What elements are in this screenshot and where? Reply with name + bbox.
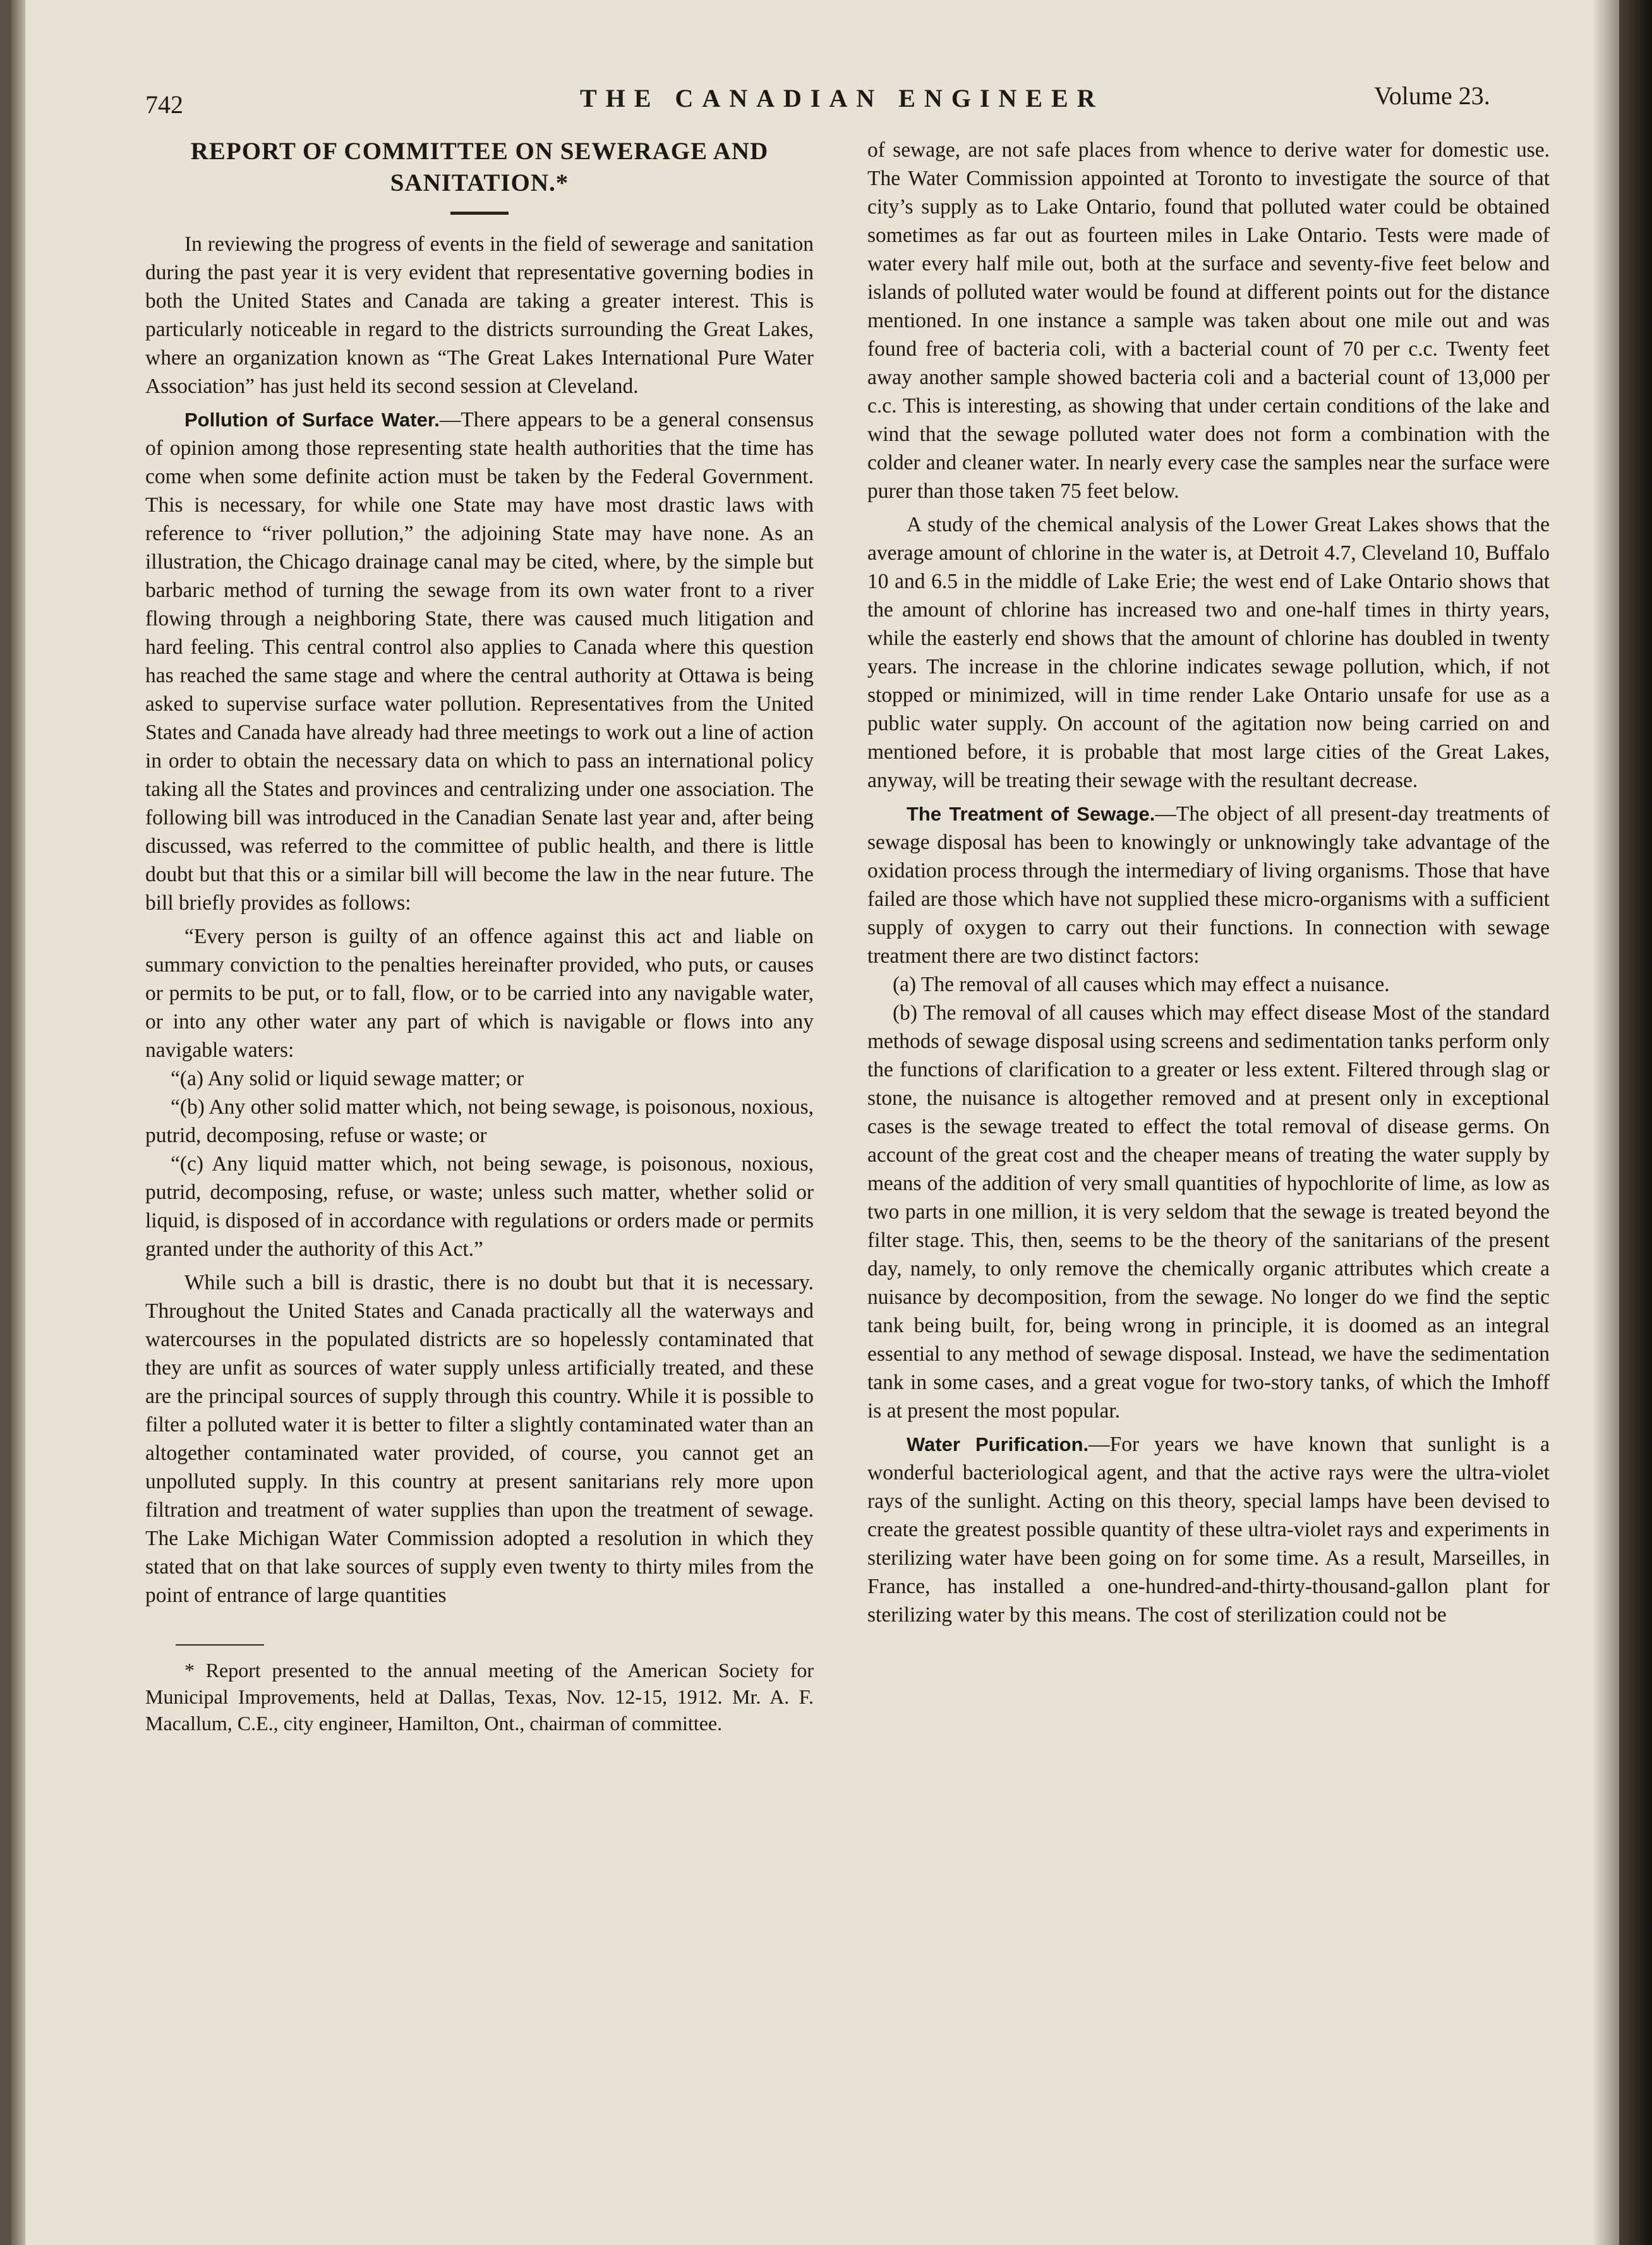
purification-paragraph <box>867 1430 1550 1629</box>
intro-paragraph: In reviewing the progress of events in the field of sewerage and sanitation during the past year it is very evident that representative governing bodies in both the United States and Canada are taking a greater interest. This is particularly noticeable in regard to the districts surrounding the Great Lakes, where an organization known as “The Great Lakes International Pure Water Association” has just held its second session at Cleveland. <box>145 232 814 398</box>
purification-text: —For years we have known that sunlight is a wonderful bacteriological agent, and that the active rays were the ultra-violet rays of the sunlight. Acting on this theory, special lamps have been devised to create the greatest possible quantity of these ultra-violet rays and experiments in sterilizing water have been going on for some time. As a result, Marseilles, in France, has installed a one-hundred-and-thirty-thousand-gallon plant for sterilizing water by this means. The cost of sterilization could not be <box>867 1433 1550 1627</box>
continued-paragraph: of sewage, are not safe places from whence to derive water for domestic use. The Water Commission appointed at Toronto to investigate the source of that city’s supply as to Lake Ontario, found that polluted water could be obtained sometimes as far out as fourteen miles in Lake Ontario. Tests were made of water every half mile out, both at the surface and seventy-five feet below and islands of polluted water would be found at different points out for the distance mentioned. In one instance a sample was taken about one mile out and was found free of bacteria coli, with a bacterial count of 70 per c.c. Twenty feet away another sample showed bacteria coli and a bacterial count of 13,000 per c.c. This is interesting, as showing that under certain conditions of the lake and wind that the sewage polluted water does not form a combination with the colder and cleaner water. In nearly every case the samples near the surface were purer than those taken 75 feet below. <box>867 138 1550 503</box>
article-title <box>145 136 814 199</box>
pollution-text: —There appears to be a general consensus of opinion among those representing state health authorities that the time has come when some definite action must be taken by the Federal Government. This is necessary, for while one State may have most drastic laws with reference to “river pollution,” the adjoining State may have none. As an illustration, the Chicago drainage canal may be cited, where, by the simple but barbaric method of turning the sewage from its own water front to a river flowing through a neighboring State, there was caused much litigation and hard feeling. This central control also applies to Canada where this question has reached the same stage and where the central authority at Ottawa is being asked to supervise surface water pollution. Representatives from the United States and Canada have already had three meetings to work out a line of action in order to obtain the necessary data on which to pass an international policy taking all the States and provinces and centralizing under one association. The following bill was introduced in the Canadian Senate last year and, after being discussed, was referred to the committee of public health, and there is little doubt but that this or a similar bill will become the law in the near future. The bill briefly provides as follows: <box>145 408 814 915</box>
title-divider <box>450 212 509 215</box>
pollution-paragraph <box>145 406 814 917</box>
treatment-text: —The object of all present-day treatments of sewage disposal has been to knowingly or unknowingly take advantage of the oxidation process through the intermediary of living organisms. Those that have failed are those which have not supplied these micro-organisms with a sufficient supply of oxygen to carry out their functions. In connection with sewage treatment there are two distinct factors: <box>867 802 1550 968</box>
bill-quote: “Every person is guilty of an offence against this act and liable on summary conviction to the penalties hereinafter provided, who puts, or causes or permits to be put, or to fall, flow, or to be carried into any navigable water, or into any other water any part of which is navigable or flows into any navigable waters: <box>145 925 814 1062</box>
drastic-paragraph: While such a bill is drastic, there is no doubt but that it is necessary. Throughout the United States and Canada practically all the waterways and watercourses in the populated districts are so hopelessly contaminated that they are unfit as sources of water supply unless artificially treated, and these are the principal sources of supply through this country. While it is possible to filter a polluted water it is better to filter a slightly contaminated water than an altogether contaminated water provided, of course, you cannot get an unpolluted supply. In this country at present sanitarians rely more upon filtration and treatment of water supplies than upon the treatment of sewage. The Lake Michigan Water Commission adopted a resolution in which they stated that on that lake sources of supply even twenty to thirty miles from the point of entrance of large quantities <box>145 1271 814 1607</box>
treatment-paragraph <box>867 800 1550 970</box>
title-line-1: REPORT OF COMMITTEE ON SEWERAGE AND <box>190 138 769 165</box>
footnote-divider <box>176 1644 264 1646</box>
right-column <box>867 136 1550 1629</box>
chlorine-paragraph: A study of the chemical analysis of the Lower Great Lakes shows that the average amount of chlorine in the water is, at Detroit 4.7, Cleveland 10, Buffalo 10 and 6.5 in the middle of Lake Erie; the west end of Lake Ontario shows that the amount of chlorine has increased two and one-half times in thirty years, while the easterly end shows that the amount of chlorine has doubled in twenty years. The increase in the chlorine indicates sewage pollution, which, if not stopped or minimized, will in time render Lake Ontario unsafe for use as a public water supply. On account of the agitation now being carried on and mentioned before, it is probable that most large cities of the Great Lakes, anyway, will be treating their sewage with the resultant decrease. <box>867 513 1550 792</box>
bill-clause-b: “(b) Any other solid matter which, not being sewage, is poisonous, noxious, putrid, decomposing, refuse or waste; or <box>145 1095 814 1147</box>
page-edge-shadow <box>1592 0 1652 2245</box>
bill-clause-c: “(c) Any liquid matter which, not being sewage, is poisonous, noxious, putrid, decomposing, refuse, or waste; unless such matter, whether solid or liquid, is disposed of in accordance with regulations or orders made or permits granted under the authority of this Act.” <box>145 1152 814 1261</box>
running-head <box>11 81 1619 119</box>
factor-b: (b) The removal of all causes which may effect disease Most of the standard methods of sewage disposal using screens and sedimentation tanks perform only the functions of clarification to a greater or less extent. Filtered through slag or stone, the nuisance is altogether removed and at present only in exceptional cases is the sewage treated to effect the total removal of disease germs. On account of the great cost and the cheaper means of treating the water supply by means of the addition of very small quantities of hypochlorite of lime, as low as two parts in one million, it is very seldom that the sewage is treated beyond the filter stage. This, then, seems to be the theory of the sanitarians of the present day, namely, to only remove the chemically organic attributes which create a nuisance by decomposition, from the sewage. No longer do we find the septic tank being built, for, being wrong in principle, it is doomed as an integral essential to any method of sewage disposal. Instead, we have the sedimentation tank in some cases, and a great vogue for two-story tanks, of which the Imhoff is at present the most popular. <box>867 1001 1550 1423</box>
bill-clause-a: “(a) Any solid or liquid sewage matter; or <box>171 1067 524 1090</box>
treatment-heading: The Treatment of Sewage. <box>907 803 1155 825</box>
title-line-2: SANITATION.* <box>390 169 569 196</box>
purification-heading: Water Purification. <box>907 1433 1089 1455</box>
journal-title: THE CANADIAN ENGINEER <box>580 84 1104 112</box>
footnote: * Report presented to the annual meeting of the American Society for Municipal Improvements, held at Dallas, Texas, Nov. 12-15, 1912. Mr. A. F. Macallum, C.E., city engineer, Hamilton, Ont., chairman of committee. <box>145 1659 814 1735</box>
page-number: 742 <box>145 90 183 119</box>
pollution-heading: Pollution of Surface Water. <box>184 409 440 431</box>
left-column <box>145 136 814 1736</box>
page-binding <box>11 0 25 2245</box>
volume-label: Volume 23. <box>1374 81 1490 110</box>
factor-a: (a) The removal of all causes which may effect a nuisance. <box>893 973 1390 996</box>
journal-page <box>11 0 1619 2245</box>
